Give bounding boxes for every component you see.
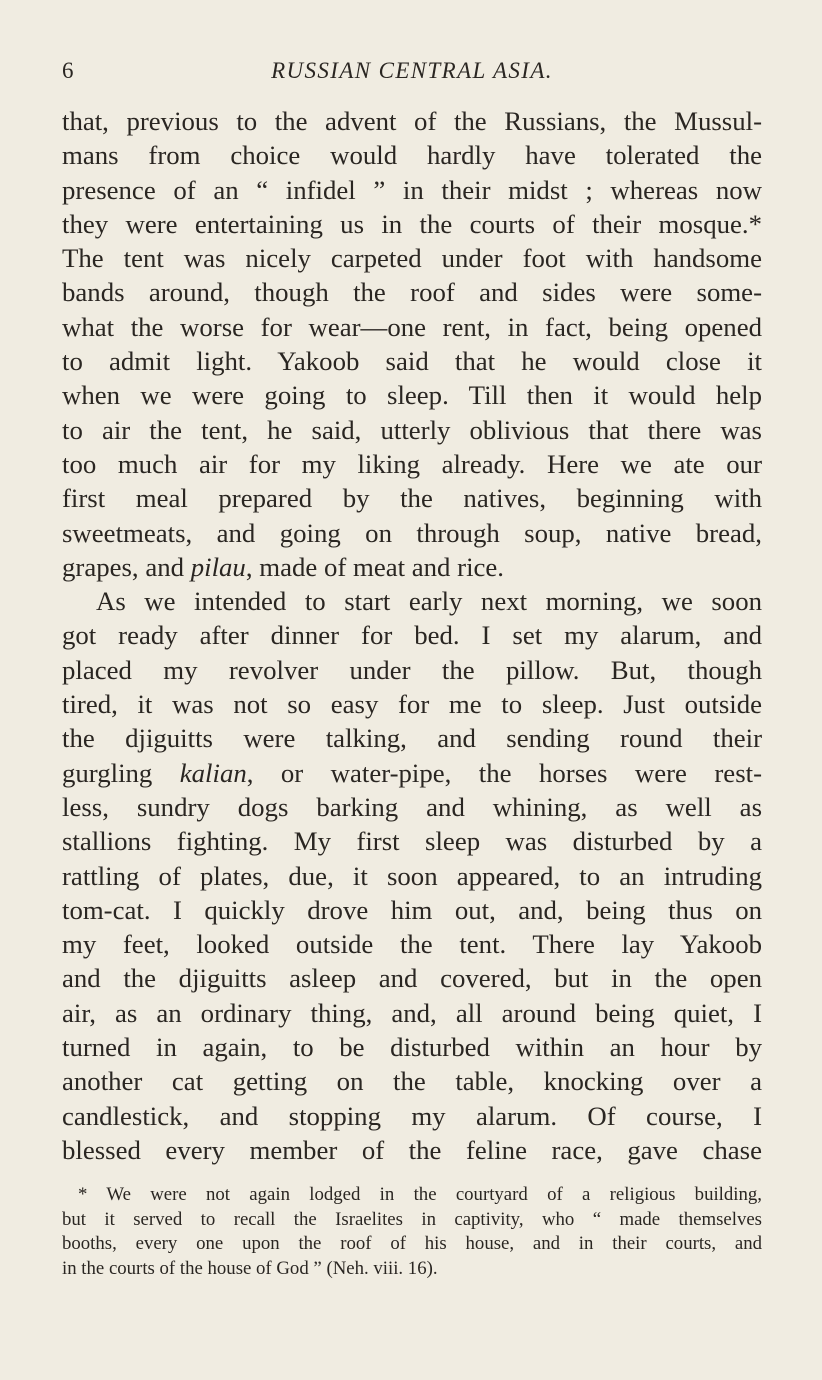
page-number: 6 [62, 58, 74, 83]
footnote-line: in the courts of the house of God ” (Neh. viii. 16). [62, 1257, 438, 1279]
text-line: to air the tent, he said, utterly oblivious that there was [62, 414, 762, 445]
text-line: the djiguitts were talking, and sending round their [62, 723, 762, 754]
text-line: when we were going to sleep. Till then it would help [62, 380, 762, 411]
text-line: stallions fighting. My first sleep was disturbed by a [62, 826, 762, 857]
text-line: first meal prepared by the natives, beginning with [62, 483, 762, 514]
body-text [62, 104, 762, 1167]
text-line: air, as an ordinary thing, and, all around being quiet, I [62, 997, 762, 1028]
footnote [62, 1183, 762, 1281]
text-line: too much air for my liking already. Here we ate our [62, 448, 762, 479]
footnote-line: booths, every one upon the roof of his house, and in their courts, and [62, 1233, 762, 1254]
text-line [62, 756, 762, 790]
text-segment: grapes, and [62, 551, 191, 582]
text-line: less, sundry dogs barking and whining, as well as [62, 791, 762, 822]
text-segment: , made of meat and rice. [245, 551, 504, 582]
paragraph-start-line: As we intended to start early next morning, we soon [96, 586, 762, 617]
text-line: tom-cat. I quickly drove him out, and, being thus on [62, 894, 762, 925]
text-line: candlestick, and stopping my alarum. Of course, I [62, 1100, 762, 1131]
text-line: bands around, though the roof and sides were some- [62, 277, 762, 308]
italic-term-kalian: kalian [179, 757, 247, 788]
text-line: mans from choice would hardly have tolerated the [62, 140, 762, 171]
text-line: that, previous to the advent of the Russians, the Mussul- [62, 106, 762, 136]
text-line: The tent was nicely carpeted under foot with handsome [62, 243, 762, 274]
text-line: got ready after dinner for bed. I set my alarum, and [62, 620, 762, 651]
text-segment: , or water-pipe, the horses were rest- [246, 757, 762, 788]
text-line: sweetmeats, and going on through soup, native bread, [62, 517, 762, 548]
text-line: my feet, looked outside the tent. There lay Yakoob [62, 929, 762, 960]
text-line: to admit light. Yakoob said that he would close it [62, 346, 762, 377]
text-line [62, 550, 762, 584]
text-line: presence of an “ infidel ” in their midst ; whereas now [62, 174, 762, 205]
running-title: RUSSIAN CENTRAL ASIA. [271, 58, 553, 83]
footnote-line: * We were not again lodged in the courtyard of a religious building, [78, 1184, 762, 1205]
text-segment: gurgling [62, 757, 180, 788]
italic-term-pilau: pilau [190, 551, 246, 582]
running-head [62, 58, 762, 92]
text-line: and the djiguitts asleep and covered, but in the open [62, 963, 762, 994]
footnote-line: but it served to recall the Israelites in captivity, who “ made themselves [62, 1208, 762, 1230]
text-line: what the worse for wear—one rent, in fact, being opened [62, 311, 762, 342]
text-line: placed my revolver under the pillow. But, though [62, 654, 762, 685]
text-line: turned in again, to be disturbed within an hour by [62, 1032, 762, 1063]
text-line: blessed every member of the feline race, gave chase [62, 1134, 762, 1165]
text-line: tired, it was not so easy for me to sleep. Just outside [62, 689, 762, 720]
text-line: rattling of plates, due, it soon appeared, to an intruding [62, 860, 762, 891]
text-line: another cat getting on the table, knocking over a [62, 1066, 762, 1097]
text-line: they were entertaining us in the courts of their mosque.* [62, 208, 762, 239]
